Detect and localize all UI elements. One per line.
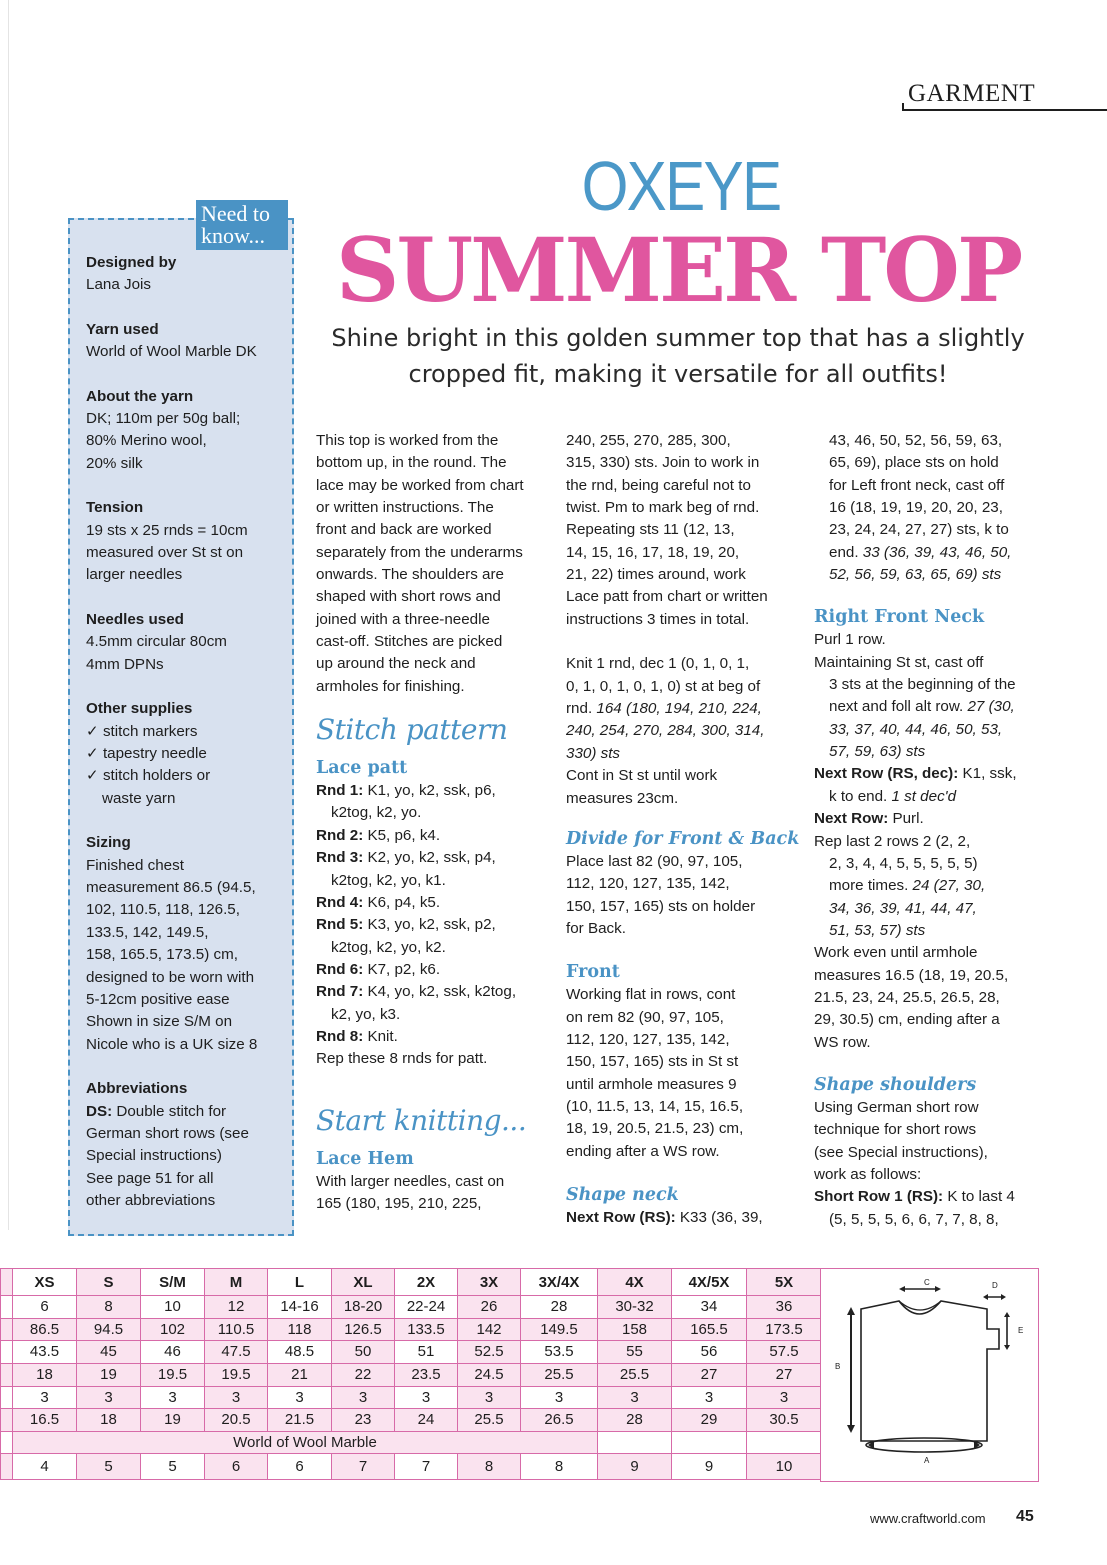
front-heading: Front bbox=[566, 962, 620, 983]
intro-line: cast-off. Stitches are picked bbox=[316, 633, 503, 651]
tension-line: larger needles bbox=[86, 566, 183, 584]
yarn-heading: Yarn used bbox=[86, 320, 159, 338]
table-cell: 52.5 bbox=[458, 1341, 521, 1364]
table-cell: 22 bbox=[332, 1363, 395, 1386]
text-line: 240, 255, 270, 285, 300, bbox=[566, 432, 731, 449]
yarn-row bbox=[1, 1431, 822, 1454]
table-cell: 28 bbox=[521, 1296, 598, 1319]
text-line: Lace patt from chart or written bbox=[566, 588, 768, 606]
table-cell: 19.5 bbox=[205, 1363, 268, 1386]
table-cell: 5 bbox=[141, 1454, 205, 1480]
table-cell: 5 bbox=[77, 1454, 141, 1480]
text-line: 16 (18, 19, 19, 20, 20, 23, bbox=[829, 499, 1003, 517]
table-cell: 18-20 bbox=[332, 1296, 395, 1319]
table-cell: 102 bbox=[141, 1318, 205, 1341]
diagram-label-d: D bbox=[992, 1281, 998, 1290]
table-cell: 110.5 bbox=[205, 1318, 268, 1341]
sizing-heading: Sizing bbox=[86, 834, 131, 852]
intro-line: separately from the underarms bbox=[316, 543, 523, 561]
table-cell: 46 bbox=[141, 1341, 205, 1364]
table-cell: XS bbox=[13, 1269, 77, 1296]
stitch-pattern-heading: Stitch pattern bbox=[316, 713, 508, 747]
table-cell: 3 bbox=[268, 1386, 332, 1409]
table-cell: 8 bbox=[521, 1454, 598, 1480]
badge-line: Need to bbox=[201, 201, 271, 226]
text-line: Next Row (RS, dec): K1, ssk, bbox=[814, 765, 1017, 783]
column-3 bbox=[814, 430, 1054, 1231]
text-line: 330) sts bbox=[566, 744, 621, 762]
table-cell: 50 bbox=[332, 1341, 395, 1364]
diagram-label-c: C bbox=[924, 1278, 930, 1287]
text-line: until armhole measures 9 bbox=[566, 1075, 737, 1093]
table-cell: 29 bbox=[672, 1409, 747, 1432]
needles-line: 4.5mm circular 80cm bbox=[86, 633, 227, 651]
table-cell: S/M bbox=[141, 1269, 205, 1296]
text-line: 150, 157, 165) sts in St st bbox=[566, 1053, 739, 1071]
abbr-def: Double stitch for bbox=[112, 1102, 227, 1120]
badge-line: know... bbox=[201, 223, 265, 248]
text-line: Using German short row bbox=[814, 1098, 979, 1116]
sizing-line: Shown in size S/M on bbox=[86, 1013, 233, 1031]
text-line: (see Special instructions), bbox=[814, 1143, 988, 1161]
table-cell: 43.5 bbox=[13, 1341, 77, 1364]
table-cell: M bbox=[205, 1269, 268, 1296]
text-line: end. 33 (36, 39, 43, 46, 50, bbox=[829, 543, 1012, 561]
table-cell: 5X bbox=[747, 1269, 822, 1296]
text-line: 65, 69), place sts on hold bbox=[829, 454, 999, 472]
text-line: 0, 1, 0, 1, 0, 1, 0) st at beg of bbox=[566, 677, 761, 695]
text-line: on rem 82 (90, 97, 105, bbox=[566, 1008, 724, 1026]
table-cell: 56 bbox=[672, 1341, 747, 1364]
shape-neck-heading: Shape neck bbox=[566, 1184, 679, 1205]
page-number: 45 bbox=[1016, 1508, 1034, 1525]
abbr-line bbox=[86, 1101, 291, 1123]
table-cell: 21 bbox=[268, 1363, 332, 1386]
sizing-line: 5-12cm positive ease bbox=[86, 990, 230, 1008]
intro-line: joined with a three-needle bbox=[316, 610, 490, 628]
rnd-5: Rnd 5: K3, yo, k2, ssk, p2, bbox=[316, 916, 496, 934]
designed-by-heading: Designed by bbox=[86, 254, 177, 271]
designed-by: Lana Jois bbox=[86, 276, 152, 294]
rnd-1: Rnd 1: K1, yo, k2, ssk, p6, bbox=[316, 782, 496, 800]
table-cell: 158 bbox=[598, 1318, 672, 1341]
text-line: next and foll alt row. 27 (30, bbox=[829, 698, 1015, 716]
table-cell: 3X/4X bbox=[521, 1269, 598, 1296]
table-cell: 149.5 bbox=[521, 1318, 598, 1341]
table-cell: 133.5 bbox=[395, 1318, 458, 1341]
table-cell: 25.5 bbox=[598, 1363, 672, 1386]
text-line: 43, 46, 50, 52, 56, 59, 63, bbox=[829, 432, 1003, 449]
intro-line: or written instructions. The bbox=[316, 499, 494, 517]
shape-shoulders-heading: Shape shoulders bbox=[814, 1074, 977, 1095]
text-line: Work even until armhole bbox=[814, 944, 978, 962]
diagram-label-b: B bbox=[835, 1362, 841, 1371]
table-cell: 3 bbox=[77, 1386, 141, 1409]
table-cell: 4 bbox=[13, 1454, 77, 1480]
column-2 bbox=[566, 430, 806, 1229]
rnd-1-cont: k2tog, k2, yo. bbox=[331, 804, 422, 822]
diagram-label-a: A bbox=[924, 1456, 930, 1465]
table-cell: 26.5 bbox=[521, 1409, 598, 1432]
intro-line: This top is worked from the bbox=[316, 432, 499, 449]
intro-line: front and back are worked bbox=[316, 521, 492, 539]
table-cell: 55 bbox=[598, 1341, 672, 1364]
rnd-3-cont: k2tog, k2, yo, k1. bbox=[331, 871, 446, 889]
table-cell: 6 bbox=[205, 1454, 268, 1480]
text-line: rnd. 164 (180, 194, 210, 224, bbox=[566, 700, 762, 718]
text-line: 14, 15, 16, 17, 18, 19, 20, bbox=[566, 543, 740, 561]
table-cell: 9 bbox=[598, 1454, 672, 1480]
table-row bbox=[1, 1409, 822, 1432]
table-cell: XL bbox=[332, 1269, 395, 1296]
table-cell: 3 bbox=[141, 1386, 205, 1409]
table-cell: 3 bbox=[458, 1386, 521, 1409]
table-cell: 142 bbox=[458, 1318, 521, 1341]
rnd-7: Rnd 7: K4, yo, k2, ssk, k2tog, bbox=[316, 983, 517, 1001]
abbr-term: DS: bbox=[86, 1102, 113, 1120]
intro-line: up around the neck and bbox=[316, 655, 476, 673]
title-line-1: OXEYE bbox=[581, 147, 781, 225]
table-cell: 10 bbox=[141, 1296, 205, 1319]
text-line: for Left front neck, cast off bbox=[829, 476, 1005, 494]
table-cell: 10 bbox=[747, 1454, 822, 1480]
table-row bbox=[1, 1363, 822, 1386]
balls-row bbox=[1, 1454, 822, 1480]
supplies-line: ✓ stitch holders or bbox=[86, 767, 211, 785]
tension-line: measured over St st on bbox=[86, 544, 244, 562]
section-rule bbox=[902, 109, 1107, 111]
text-line: technique for short rows bbox=[814, 1121, 977, 1139]
rnd-2: Rnd 2: K5, p6, k4. bbox=[316, 826, 441, 844]
rnd-6: Rnd 6: K7, p2, k6. bbox=[316, 960, 441, 978]
table-cell: 23.5 bbox=[395, 1363, 458, 1386]
abbr-line: German short rows (see bbox=[86, 1125, 249, 1142]
intro-line: shaped with short rows and bbox=[316, 588, 501, 606]
table-cell: 16.5 bbox=[13, 1409, 77, 1432]
table-cell: 51 bbox=[395, 1341, 458, 1364]
text-line: 21, 22) times around, work bbox=[566, 566, 746, 584]
rnd-8: Rnd 8: Knit. bbox=[316, 1027, 398, 1045]
table-cell: 2X bbox=[395, 1269, 458, 1296]
standfirst bbox=[320, 320, 1036, 392]
lace-patt-heading: Lace patt bbox=[316, 758, 408, 779]
table-cell: 28 bbox=[598, 1409, 672, 1432]
column-1 bbox=[316, 430, 556, 1215]
table-cell: 12 bbox=[205, 1296, 268, 1319]
table-cell: 3 bbox=[332, 1386, 395, 1409]
text-line: Maintaining St st, cast off bbox=[814, 653, 984, 671]
text-line: Rep last 2 rows 2 (2, 2, bbox=[814, 832, 971, 850]
text-line: 2, 3, 4, 4, 5, 5, 5, 5, 5) bbox=[829, 854, 978, 872]
table-cell: 47.5 bbox=[205, 1341, 268, 1364]
about-line: DK; 110m per 50g ball; bbox=[86, 410, 241, 428]
table-cell: 126.5 bbox=[332, 1318, 395, 1341]
table-row bbox=[1, 1296, 822, 1319]
need-to-know-badge bbox=[196, 200, 288, 250]
text-line: Next Row: Purl. bbox=[814, 810, 924, 828]
garment-diagram bbox=[820, 1268, 1039, 1482]
table-cell: 118 bbox=[268, 1318, 332, 1341]
table-cell: 53.5 bbox=[521, 1341, 598, 1364]
table-cell: 8 bbox=[77, 1296, 141, 1319]
text-line: measures 23cm. bbox=[566, 789, 679, 807]
text-line: 21.5, 23, 24, 25.5, 26.5, 28, bbox=[814, 988, 1000, 1006]
text-line: 112, 120, 127, 135, 142, bbox=[566, 875, 730, 893]
text-line: instructions 3 times in total. bbox=[566, 610, 750, 628]
intro-line: armholes for finishing. bbox=[316, 677, 465, 695]
table-cell: 165.5 bbox=[672, 1318, 747, 1341]
text-line: 18, 19, 20.5, 21.5, 23) cm, bbox=[566, 1120, 744, 1138]
text-line: k to end. 1 st dec'd bbox=[829, 787, 957, 805]
intro-line: onwards. The shoulders are bbox=[316, 566, 504, 584]
table-cell: 6 bbox=[13, 1296, 77, 1319]
sizing-line: Nicole who is a UK size 8 bbox=[86, 1035, 258, 1053]
text-line: Cont in St st until work bbox=[566, 767, 718, 785]
page-spine bbox=[8, 0, 9, 1230]
table-cell: 57.5 bbox=[747, 1341, 822, 1364]
garment-diagram-svg bbox=[821, 1269, 1038, 1481]
abbr-line: Special instructions) bbox=[86, 1147, 222, 1165]
text-line: more times. 24 (27, 30, bbox=[829, 877, 986, 895]
table-cell: 21.5 bbox=[268, 1409, 332, 1432]
table-cell: 6 bbox=[268, 1454, 332, 1480]
right-front-neck-heading: Right Front Neck bbox=[814, 607, 985, 628]
text-line: (10, 11.5, 13, 14, 15, 16.5, bbox=[566, 1097, 744, 1115]
needles-heading: Needles used bbox=[86, 610, 184, 628]
standfirst-line: Shine bright in this golden summer top that has a slightly bbox=[331, 324, 1025, 352]
about-yarn-heading: About the yarn bbox=[86, 387, 194, 405]
abbreviations-heading: Abbreviations bbox=[86, 1080, 188, 1098]
sizing-line: 133.5, 142, 149.5, bbox=[86, 923, 209, 941]
lace-hem-heading: Lace Hem bbox=[316, 1148, 414, 1169]
supplies-line: waste yarn bbox=[102, 789, 176, 807]
table-cell: 18 bbox=[13, 1363, 77, 1386]
sizing-line: 158, 165.5, 173.5) cm, bbox=[86, 946, 238, 964]
text-line: Place last 82 (90, 97, 105, bbox=[566, 852, 743, 870]
table-cell: 18 bbox=[77, 1409, 141, 1432]
table-cell: 24 bbox=[395, 1409, 458, 1432]
table-cell: 7 bbox=[395, 1454, 458, 1480]
rnd-3: Rnd 3: K2, yo, k2, ssk, p4, bbox=[316, 849, 496, 867]
size-header-row bbox=[1, 1269, 822, 1296]
rnd-7-cont: k2, yo, k3. bbox=[331, 1005, 401, 1023]
rep-line: Rep these 8 rnds for patt. bbox=[316, 1050, 488, 1068]
text-line: 23, 24, 24, 27, 27) sts, k to bbox=[829, 521, 1009, 539]
table-cell: 3X bbox=[458, 1269, 521, 1296]
table-cell: 86.5 bbox=[13, 1318, 77, 1341]
text-line: Short Row 1 (RS): K to last 4 bbox=[814, 1188, 1015, 1206]
hem-line: With larger needles, cast on bbox=[316, 1172, 505, 1190]
divide-heading: Divide for Front & Back bbox=[566, 828, 800, 849]
table-cell: 4X bbox=[598, 1269, 672, 1296]
text-line: measures 16.5 (18, 19, 20.5, bbox=[814, 966, 1009, 984]
text-line: Repeating sts 11 (12, 13, bbox=[566, 521, 735, 539]
table-cell: L bbox=[268, 1269, 332, 1296]
sizing-line: Finished chest bbox=[86, 856, 184, 874]
sizing-line: 102, 110.5, 118, 126.5, bbox=[86, 901, 240, 919]
table-cell: 19 bbox=[77, 1363, 141, 1386]
table-cell: 27 bbox=[747, 1363, 822, 1386]
about-line: 80% Merino wool, bbox=[86, 432, 207, 450]
supplies-line: ✓ stitch markers bbox=[86, 722, 198, 740]
text-line: 52, 56, 59, 63, 65, 69) sts bbox=[829, 566, 1002, 584]
table-cell: 3 bbox=[205, 1386, 268, 1409]
table-cell: 7 bbox=[332, 1454, 395, 1480]
table-cell: 34 bbox=[672, 1296, 747, 1319]
text-line: 3 sts at the beginning of the bbox=[829, 676, 1016, 694]
table-row bbox=[1, 1341, 822, 1364]
rnd-5-cont: k2tog, k2, yo, k2. bbox=[331, 938, 446, 956]
table-row bbox=[1, 1386, 822, 1409]
section-label: GARMENT bbox=[908, 80, 1036, 107]
needles-line: 4mm DPNs bbox=[86, 655, 164, 673]
need-to-know-body bbox=[86, 252, 291, 1213]
intro-line: bottom up, in the round. The bbox=[316, 454, 507, 472]
table-cell: 22-24 bbox=[395, 1296, 458, 1319]
size-table bbox=[0, 1268, 822, 1480]
table-cell: 23 bbox=[332, 1409, 395, 1432]
text-line: 34, 36, 39, 41, 44, 47, bbox=[829, 899, 977, 917]
abbr-line: other abbreviations bbox=[86, 1192, 216, 1210]
table-cell: 3 bbox=[521, 1386, 598, 1409]
table-cell: 26 bbox=[458, 1296, 521, 1319]
table-cell: 25.5 bbox=[458, 1409, 521, 1432]
sizing-line: measurement 86.5 (94.5, bbox=[86, 878, 256, 896]
table-cell: 173.5 bbox=[747, 1318, 822, 1341]
text-line: twist. Pm to mark beg of rnd. bbox=[566, 499, 760, 517]
rnd-4: Rnd 4: K6, p4, k5. bbox=[316, 893, 441, 911]
yarn-row-label: World of Wool Marble bbox=[13, 1431, 598, 1454]
standfirst-line: cropped fit, making it versatile for all outfits! bbox=[408, 360, 948, 388]
text-line: the rnd, being careful not to bbox=[566, 476, 751, 494]
start-knitting-heading: Start knitting... bbox=[316, 1103, 527, 1137]
table-cell: 3 bbox=[598, 1386, 672, 1409]
table-cell: 4X/5X bbox=[672, 1269, 747, 1296]
text-line: 315, 330) sts. Join to work in bbox=[566, 454, 760, 472]
supplies-heading: Other supplies bbox=[86, 700, 193, 718]
intro-line: lace may be worked from chart bbox=[316, 476, 524, 494]
yarn-used: World of Wool Marble DK bbox=[86, 343, 257, 361]
text-line: 29, 30.5) cm, ending after a bbox=[814, 1011, 1000, 1029]
table-cell: 94.5 bbox=[77, 1318, 141, 1341]
text-line: ending after a WS row. bbox=[566, 1142, 720, 1160]
table-cell: S bbox=[77, 1269, 141, 1296]
text-line: work as follows: bbox=[814, 1165, 922, 1183]
abbr-line: See page 51 for all bbox=[86, 1169, 214, 1187]
text-line: 112, 120, 127, 135, 142, bbox=[566, 1030, 730, 1048]
hem-line: 165 (180, 195, 210, 225, bbox=[316, 1194, 482, 1212]
sizing-line: designed to be worn with bbox=[86, 968, 255, 986]
text-line: 57, 59, 63) sts bbox=[829, 743, 926, 761]
text-line: WS row. bbox=[814, 1033, 871, 1051]
text-line: 240, 254, 270, 284, 300, 314, bbox=[566, 722, 765, 740]
text-line: Knit 1 rnd, dec 1 (0, 1, 0, 1, bbox=[566, 655, 750, 673]
text-line: (5, 5, 5, 5, 6, 6, 7, 7, 8, 8, bbox=[829, 1210, 999, 1228]
table-cell: 20.5 bbox=[205, 1409, 268, 1432]
diagram-label-e: E bbox=[1018, 1326, 1024, 1335]
table-row bbox=[1, 1318, 822, 1341]
table-cell: 48.5 bbox=[268, 1341, 332, 1364]
table-cell: 3 bbox=[395, 1386, 458, 1409]
table-cell: 27 bbox=[672, 1363, 747, 1386]
table-cell: 45 bbox=[77, 1341, 141, 1364]
table-cell: 14-16 bbox=[268, 1296, 332, 1319]
table-cell: 19.5 bbox=[141, 1363, 205, 1386]
table-cell: 3 bbox=[747, 1386, 822, 1409]
text-line: 150, 157, 165) sts on holder bbox=[566, 897, 756, 915]
text-line: for Back. bbox=[566, 919, 626, 937]
text-line: Next Row (RS): K33 (36, 39, bbox=[566, 1208, 763, 1226]
table-cell: 30.5 bbox=[747, 1409, 822, 1432]
table-cell: 24.5 bbox=[458, 1363, 521, 1386]
footer-url: www.craftworld.com bbox=[870, 1511, 986, 1526]
title-line-2: SUMMER TOP bbox=[335, 218, 1021, 322]
table-cell: 9 bbox=[672, 1454, 747, 1480]
table-cell: 19 bbox=[141, 1409, 205, 1432]
table-cell: 36 bbox=[747, 1296, 822, 1319]
supplies-line: ✓ tapestry needle bbox=[86, 744, 207, 762]
table-cell: 3 bbox=[13, 1386, 77, 1409]
about-line: 20% silk bbox=[86, 454, 143, 472]
tension-line: 19 sts x 25 rnds = 10cm bbox=[86, 521, 248, 539]
table-cell: 3 bbox=[672, 1386, 747, 1409]
table-cell: 8 bbox=[458, 1454, 521, 1480]
tension-heading: Tension bbox=[86, 499, 144, 517]
table-cell: 30-32 bbox=[598, 1296, 672, 1319]
text-line: 51, 53, 57) sts bbox=[829, 921, 926, 939]
table-cell: 25.5 bbox=[521, 1363, 598, 1386]
text-line: 33, 37, 40, 44, 46, 50, 53, bbox=[829, 720, 1003, 738]
text-line: Working flat in rows, cont bbox=[566, 986, 736, 1004]
text-line: Purl 1 row. bbox=[814, 631, 886, 649]
